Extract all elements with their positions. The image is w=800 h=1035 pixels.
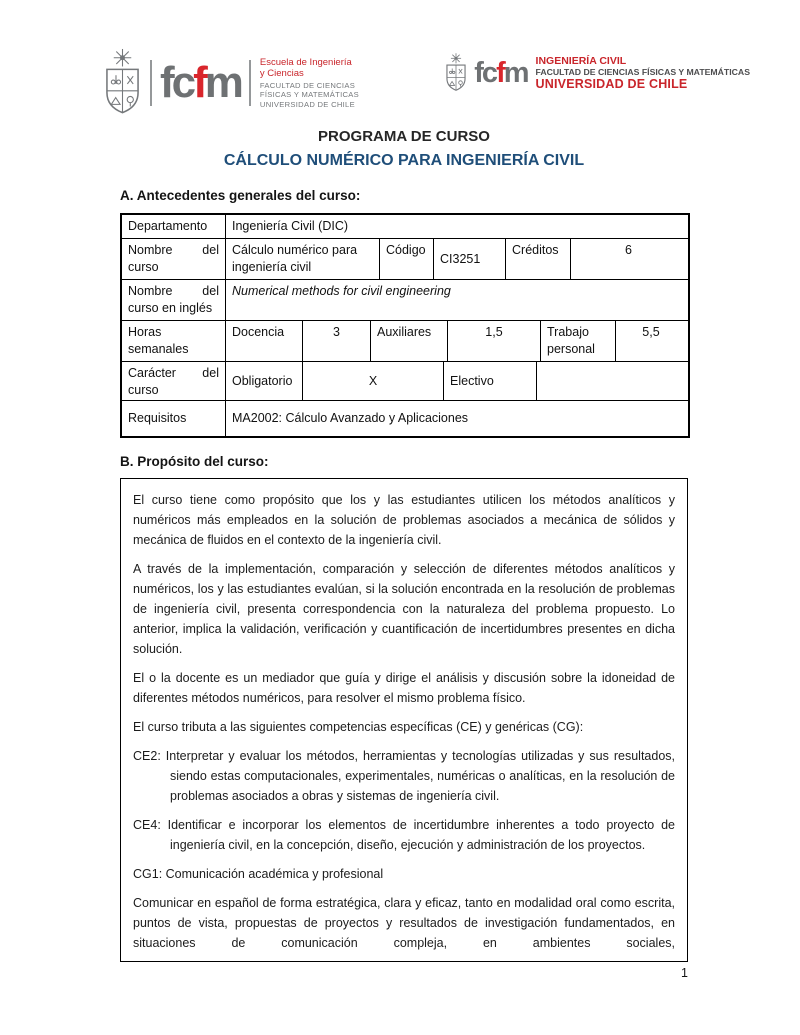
course-info-table: [120, 213, 690, 438]
fcfm-wordmark: [157, 58, 244, 107]
department-name-line: INGENIERÍA CIVIL: [535, 55, 627, 67]
fcfm-civil-logo: [443, 52, 750, 94]
trabajo-label-cell: Trabajo personal: [541, 321, 616, 361]
creditos-label-cell: Créditos: [506, 239, 571, 279]
faculty-line: FACULTAD DE CIENCIAS: [259, 81, 356, 91]
school-name-line: y Ciencias: [259, 68, 304, 80]
university-shield-icon: [443, 52, 469, 94]
codigo-value-cell: CI3251: [434, 239, 506, 279]
fcfm-wordmark: [472, 56, 529, 89]
horas-label-cell: Horas semanales: [122, 321, 226, 361]
logo-divider: [150, 60, 152, 106]
table-row-caracter: [122, 362, 688, 401]
fcfm-school-logo: [100, 48, 359, 118]
faculty-line: FACULTAD DE CIENCIAS FÍSICAS Y MATEMÁTICAS: [535, 67, 750, 77]
fcfm-letters: m: [204, 58, 241, 107]
departamento-value-cell: Ingeniería Civil (DIC): [232, 219, 349, 233]
competency-item-cg1: CG1: Comunicación académica y profesional: [133, 867, 384, 881]
table-row-nombre: [122, 239, 688, 280]
university-line: UNIVERSIDAD DE CHILE: [535, 77, 688, 91]
competency-item-ce2: CE2: Interpretar y evaluar los métodos, herramientas y tecnologías utilizadas y sus resultados, siendo estas computacionales, experimentales, numéricas o analíticas, en la resolución de problemas asociados a obras y sistemas de ingeniería civil.: [133, 749, 675, 803]
section-b-heading: B. Propósito del curso:: [120, 454, 269, 469]
university-shield-icon: [100, 48, 145, 118]
docencia-label-cell: Docencia: [226, 321, 303, 361]
purpose-paragraph: El curso tributa a las siguientes competencias específicas (CE) y genéricas (CG):: [133, 720, 584, 734]
caracter-label-cell: Carácter del curso: [122, 362, 226, 400]
page-header: [100, 48, 750, 116]
table-row-departamento: [122, 215, 688, 239]
creditos-value-cell: 6: [625, 243, 632, 257]
document-title: PROGRAMA DE CURSO: [318, 128, 490, 145]
trabajo-value-cell: 5,5: [642, 325, 660, 339]
obligatorio-value-cell: X: [303, 362, 444, 400]
auxiliares-value-cell: 1,5: [448, 321, 541, 361]
obligatorio-label-cell: Obligatorio: [226, 362, 303, 400]
faculty-line: FÍSICAS Y MATEMÁTICAS: [259, 90, 360, 100]
nombre-ingles-label-cell: Nombre del curso en inglés: [122, 280, 226, 320]
table-row-nombre-ingles: [122, 280, 688, 321]
page-number: 1: [681, 966, 688, 980]
fcfm-letters: fc: [474, 56, 497, 89]
nombre-label-cell: Nombre del curso: [122, 239, 226, 279]
nombre-ingles-value-cell: Numerical methods for civil engineering: [232, 284, 451, 298]
university-line: UNIVERSIDAD DE CHILE: [259, 99, 355, 109]
competency-item-ce4: CE4: Identificar e incorporar los elementos de incertidumbre inherentes a todo proyecto de ingeniería civil, en la concepción, diseño, ejecución y administración de los proyectos.: [133, 818, 675, 852]
purpose-paragraph: El curso tiene como propósito que los y las estudiantes utilicen los métodos analíticos y numéricos más empleados en la solución de problemas asociados a mecánica de sólidos y mecánica de fluidos en el contexto de la ingeniería civil.: [133, 493, 675, 547]
purpose-paragraph: El o la docente es un mediador que guía y dirige el análisis y discusión sobre la idoneidad de diferentes métodos numéricos, para resolver el mismo problema físico.: [133, 671, 675, 705]
section-a-heading: A. Antecedentes generales del curso:: [120, 188, 361, 203]
competency-detail-paragraph: Comunicar en español de forma estratégica, clara y eficaz, tanto en modalidad oral como escrita, puntos de vista, propuestas de proyectos y resultados de investigación fundamentados, en situaciones de comunicación compleja, en ambientes sociales,: [133, 896, 675, 950]
electivo-label-cell: Electivo: [444, 362, 537, 400]
nombre-value-cell: Cálculo numérico para ingeniería civil: [226, 239, 380, 279]
table-row-requisitos: [122, 401, 688, 436]
table-row-horas: [122, 321, 688, 362]
requisitos-value-cell: MA2002: Cálculo Avanzado y Aplicaciones: [232, 411, 469, 425]
course-purpose-box: [120, 478, 688, 962]
electivo-value-cell: [537, 362, 686, 400]
school-logo-text: [256, 57, 359, 109]
fcfm-red-letter: f: [496, 56, 504, 89]
departamento-label-cell: Departamento: [122, 215, 226, 238]
school-name-line: Escuela de Ingeniería: [259, 57, 352, 69]
docencia-value-cell: 3: [303, 321, 371, 361]
purpose-paragraph: A través de la implementación, comparación y selección de diferentes métodos analíticos y numéricos, los y las estudiantes evalúan, si la solución encontrada en la resolución de problemas de ingeniería civil, presenta correspondencia con la naturaleza del problema propuesto. Lo anterior, implica la validación, verificación y cuantificación de incertidumbres presentes en dicha solución.: [133, 562, 675, 656]
fcfm-letters: fc: [160, 58, 194, 107]
civil-logo-text: [533, 55, 750, 91]
fcfm-letters: m: [503, 56, 528, 89]
logo-divider: [249, 60, 251, 106]
codigo-label-cell: Código: [380, 239, 434, 279]
requisitos-label-cell: Requisitos: [122, 401, 226, 436]
fcfm-red-letter: f: [193, 58, 205, 107]
course-title: CÁLCULO NUMÉRICO PARA INGENIERÍA CIVIL: [223, 152, 585, 169]
auxiliares-label-cell: Auxiliares: [371, 321, 448, 361]
